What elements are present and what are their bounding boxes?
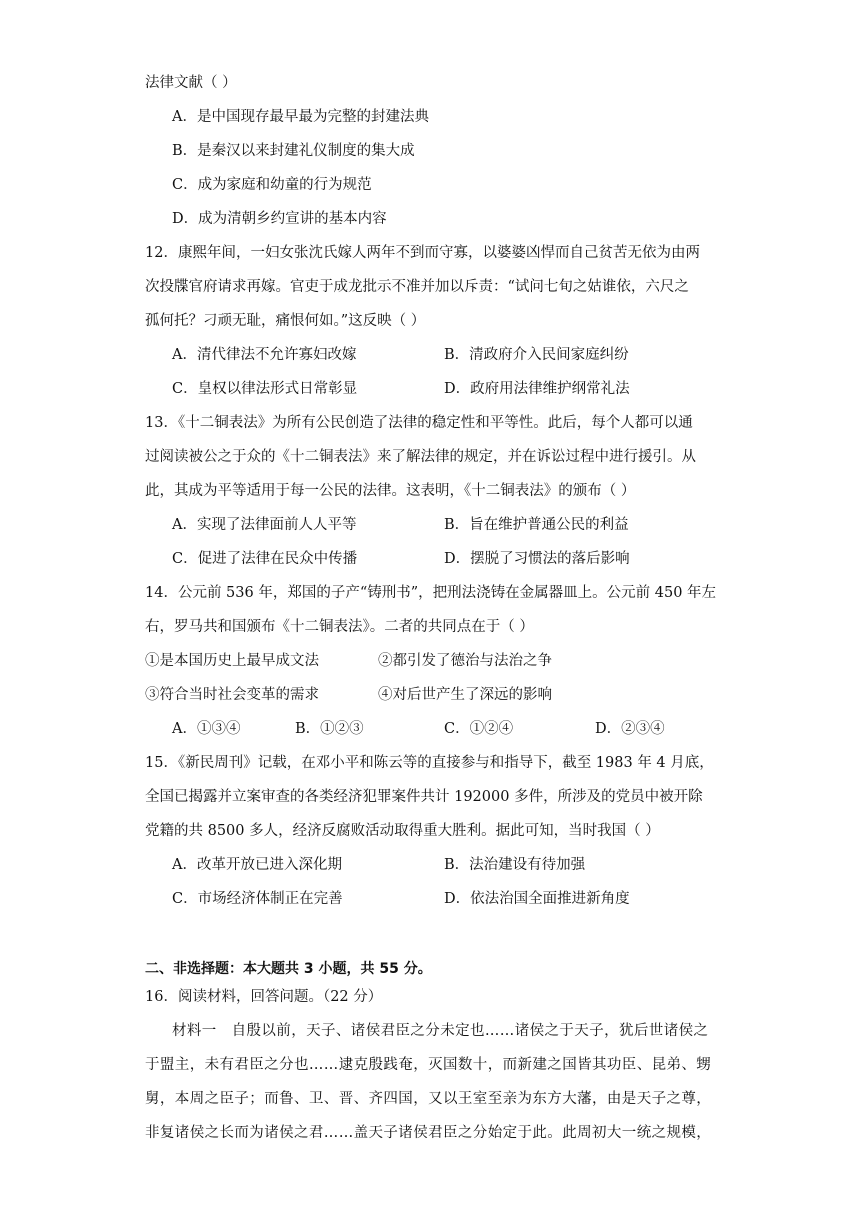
q13-line-1: 13．《十二铜表法》为所有公民创造了法律的稳定性和平等性。此后，每个人都可以通 xyxy=(145,415,693,431)
q14-statement-1: ①是本国历史上最早成文法 xyxy=(145,653,319,669)
q16-material-line-3: 舅，本周之臣子；而鲁、卫、晋、齐四国，又以王室至亲为东方大藩，由是天子之尊， xyxy=(145,1091,712,1107)
q13-option-d: D．摆脱了习惯法的落后影响 xyxy=(444,551,630,567)
q11-option-c: C．成为家庭和幼童的行为规范 xyxy=(172,177,372,193)
q12-option-a: A．清代律法不允许寡妇改嫁 xyxy=(172,347,357,363)
q14-statement-2: ②都引发了德治与法治之争 xyxy=(378,653,552,669)
q14-option-d: D．②③④ xyxy=(595,721,665,737)
q13-option-c: C．促进了法律在民众中传播 xyxy=(172,551,358,567)
q12-line-3: 孤何托？刁顽无耻，痛恨何如。”这反映（ ） xyxy=(145,313,426,329)
q15-option-b: B．法治建设有待加强 xyxy=(444,857,586,873)
q14-option-c: C．①②④ xyxy=(444,721,514,737)
q13-option-b: B．旨在维护普通公民的利益 xyxy=(444,517,629,533)
q15-line-3: 党籍的共 8500 多人，经济反腐败活动取得重大胜利。据此可知，当时我国（ ） xyxy=(145,823,660,839)
q14-line-2: 右，罗马共和国颁布《十二铜表法》。二者的共同点在于（ ） xyxy=(145,619,534,635)
q15-option-d: D．依法治国全面推进新角度 xyxy=(444,891,630,907)
q11-option-b: B．是秦汉以来封建礼仪制度的集大成 xyxy=(172,143,415,159)
q14-line-1: 14．公元前 536 年，郑国的子产“铸刑书”，把刑法浇铸在金属器皿上。公元前 450 年左 xyxy=(145,585,717,601)
q12-line-1: 12．康熙年间，一妇女张沈氏嫁人两年不到而守寡，以婆婆凶悍而自己贫苦无依为由两 xyxy=(145,245,700,261)
q16-material-line-2: 于盟主，未有君臣之分也……逮克殷践奄，灭国数十，而新建之国皆其功臣、昆弟、甥 xyxy=(145,1057,712,1073)
q11-option-d: D．成为清朝乡约宣讲的基本内容 xyxy=(172,211,387,227)
section-heading: 二、非选择题：本大题共 3 小题，共 55 分。 xyxy=(145,961,432,977)
q14-statement-4: ④对后世产生了深远的影响 xyxy=(378,687,552,703)
q15-line-1: 15．《新民周刊》记载，在邓小平和陈云等的直接参与和指导下，截至 1983 年 4 月底， xyxy=(145,755,714,771)
q14-option-b: B．①②③ xyxy=(295,721,364,737)
q16-material-line-4: 非复诸侯之长而为诸侯之君……盖天子诸侯君臣之分始定于此。此周初大一统之规模， xyxy=(145,1125,712,1141)
q14-statement-3: ③符合当时社会变革的需求 xyxy=(145,687,319,703)
q16-stem: 16．阅读材料，回答问题。（22 分） xyxy=(145,989,383,1005)
q11-stem-tail: 法律文献（ ） xyxy=(145,75,237,91)
q16-material-line-1: 材料一 自殷以前，天子、诸侯君臣之分未定也……诸侯之于天子，犹后世诸侯之 xyxy=(172,1023,709,1039)
q15-option-a: A．改革开放已进入深化期 xyxy=(172,857,342,873)
q13-line-3: 此，其成为平等适用于每一公民的法律。这表明，《十二铜表法》的颁布（ ） xyxy=(145,483,636,499)
q12-line-2: 次投牒官府请求再嫁。官吏于成龙批示不准并加以斥责：“试问七旬之姑谁依，六尺之 xyxy=(145,279,689,295)
q15-line-2: 全国已揭露并立案审查的各类经济犯罪案件共计 192000 多件，所涉及的党员中被开除 xyxy=(145,789,703,805)
q15-option-c: C．市场经济体制正在完善 xyxy=(172,891,343,907)
q12-option-b: B．清政府介入民间家庭纠纷 xyxy=(444,347,629,363)
q12-option-c: C．皇权以律法形式日常彰显 xyxy=(172,381,358,397)
q14-option-a: A．①③④ xyxy=(172,721,241,737)
q13-option-a: A．实现了法律面前人人平等 xyxy=(172,517,357,533)
q12-option-d: D．政府用法律维护纲常礼法 xyxy=(444,381,630,397)
q11-option-a: A．是中国现存最早最为完整的封建法典 xyxy=(172,109,429,125)
q13-line-2: 过阅读被公之于众的《十二铜表法》来了解法律的规定，并在诉讼过程中进行援引。从 xyxy=(145,449,696,465)
